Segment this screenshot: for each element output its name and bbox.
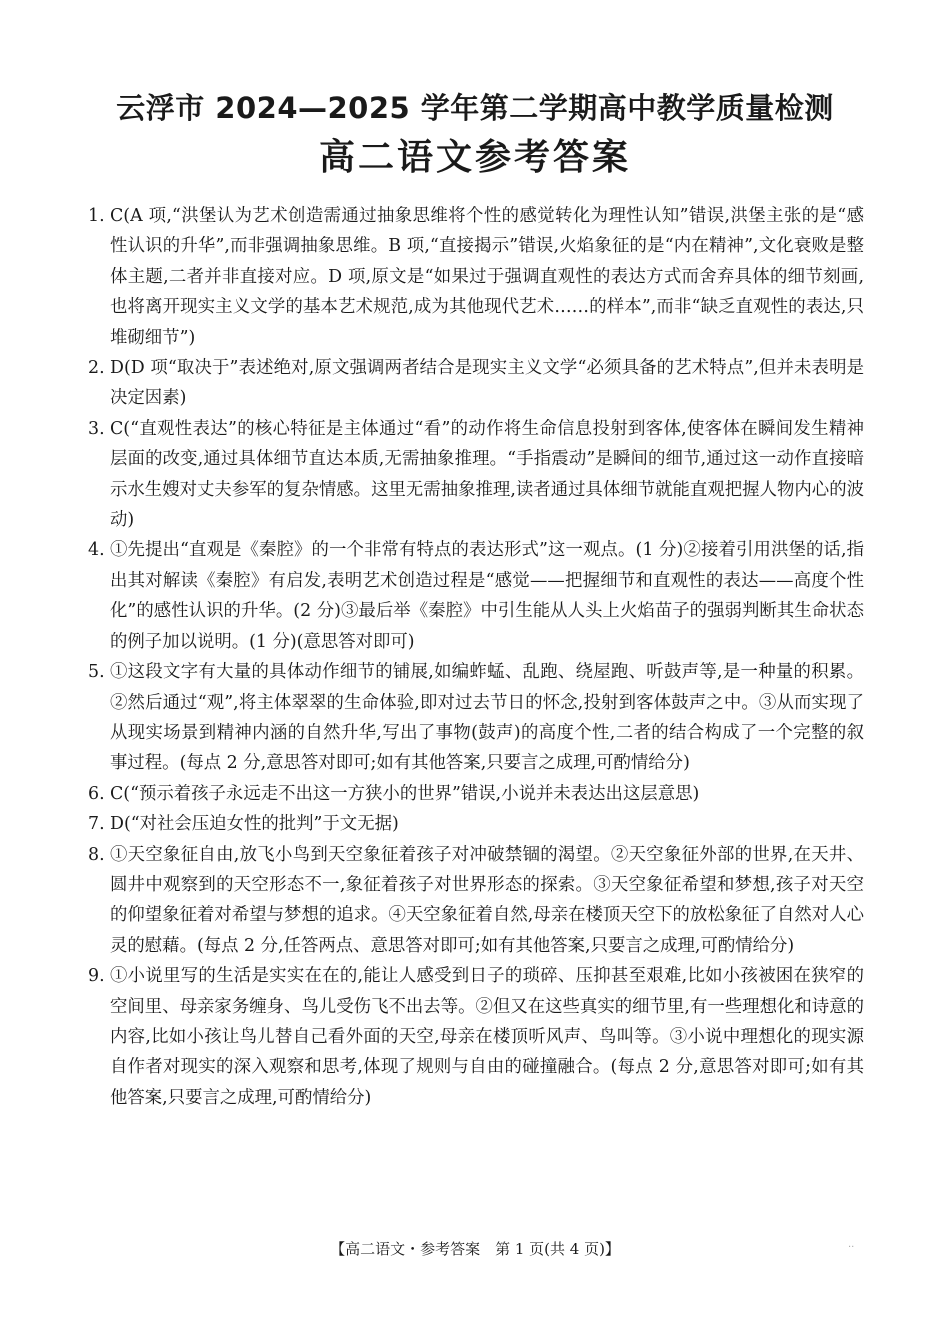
answer-item-3 (88, 414, 864, 536)
answer-item-8 (88, 840, 864, 962)
answer-item-9 (88, 961, 864, 1113)
answer-item-6 (88, 779, 864, 809)
answer-number: 9. (88, 966, 105, 987)
page-footer: 【高二语文・参考答案 第 1 页(共 4 页)】 (330, 1240, 620, 1258)
answer-item-2 (88, 353, 864, 414)
answer-text: ①天空象征自由,放飞小鸟到天空象征着孩子对冲破禁锢的渴望。②天空象征外部的世界,在天井、圆井中观察到的天空形态不一,象征着孩子对世界形态的探索。③天空象征希望和梦想,孩子对天空的仰望象征着对希望与梦想的追求。④天空象征着自然,母亲在楼顶天空下的放松象征了自然对人心灵的慰藉。(每点 2 分,任答两点、意思答对即可;如有其他答案,只要言之成理,可酌情给分) (110, 844, 864, 956)
document-title: 云浮市 2024—2025 学年第二学期高中教学质量检测 (116, 91, 834, 125)
answer-item-7 (88, 809, 864, 839)
answer-text: ①这段文字有大量的具体动作细节的铺展,如编蚱蜢、乱跑、绕屋跑、听鼓声等,是一种量的积累。②然后通过“观”,将主体翠翠的生命体验,即对过去节日的怀念,投射到客体鼓声之中。③从而实现了从现实场景到精神内涵的自然升华,写出了事物(鼓声)的高度个性,二者的结合构成了一个完整的叙事过程。(每点 2 分,意思答对即可;如有其他答案,只要言之成理,可酌情给分) (110, 662, 864, 774)
answer-text: C(A 项,“洪堡认为艺术创造需通过抽象思维将个性的感觉转化为理性认知”错误,洪堡主张的是“感性认识的升华”,而非强调抽象思维。B 项,“直接揭示”错误,火焰象征的是“内在精神”,文化衰败是整体主题,二者并非直接对应。D 项,原文是“如果过于强调直观性的表达方式而舍弃具体的细节刻画,也将离开现实主义文学的基本艺术规范,成为其他现代艺术……的样本”,而非“缺乏直观性的表达,只堆砌细节”) (110, 206, 864, 348)
answer-number: 6. (88, 783, 105, 804)
answer-number: 8. (88, 844, 105, 865)
answer-list (88, 201, 864, 1113)
answer-number: 7. (88, 814, 105, 835)
answer-number: 1. (88, 206, 105, 226)
corner-mark: ·· (848, 1242, 855, 1253)
answer-number: 3. (88, 418, 105, 439)
answer-item-1 (88, 201, 864, 353)
answer-number: 2. (88, 358, 105, 379)
answer-text: C(“直观性表达”的核心特征是主体通过“看”的动作将生命信息投射到客体,使客体在瞬间发生精神层面的改变,通过具体细节直达本质,无需抽象推理。“手指震动”是瞬间的细节,通过这一动作直接暗示水生嫂对丈夫参军的复杂情感。这里无需抽象推理,读者通过具体细节就能直观把握人物内心的波动) (110, 418, 864, 531)
answer-item-5 (88, 657, 864, 779)
answer-number: 5. (88, 662, 105, 683)
answer-text: D(D 项“取决于”表述绝对,原文强调两者结合是现实主义文学“必须具备的艺术特点”,但并未表明是决定因素) (110, 358, 864, 409)
answer-text: C(“预示着孩子永远走不出这一方狭小的世界”错误,小说并未表达出这层意思) (110, 783, 700, 804)
answer-text: ①先提出“直观是《秦腔》的一个非常有特点的表达形式”这一观点。(1 分)②接着引用洪堡的话,指出其对解读《秦腔》有启发,表明艺术创造过程是“感觉——把握细节和直观性的表达——高度个性化”的感性认识的升华。(2 分)③最后举《秦腔》中引生能从人头上火焰苗子的强弱判断其生命状态的例子加以说明。(1 分)(意思答对即可) (110, 540, 864, 652)
document-subtitle: 高二语文参考答案 (318, 137, 631, 178)
answer-number: 4. (88, 540, 105, 561)
answer-text: D(“对社会压迫女性的批判”于文无据) (110, 814, 399, 835)
answer-text: ①小说里写的生活是实实在在的,能让人感受到日子的琐碎、压抑甚至艰难,比如小孩被困在狭窄的空间里、母亲家务缠身、鸟儿受伤飞不出去等。②但又在这些真实的细节里,有一些理想化和诗意的内容,比如小孩让鸟儿替自己看外面的天空,母亲在楼顶听风声、鸟叫等。③小说中理想化的现实源自作者对现实的深入观察和思考,体现了规则与自由的碰撞融合。(每点 2 分,意思答对即可;如有其他答案,只要言之成理,可酌情给分) (110, 966, 864, 1108)
answer-item-4 (88, 535, 864, 657)
